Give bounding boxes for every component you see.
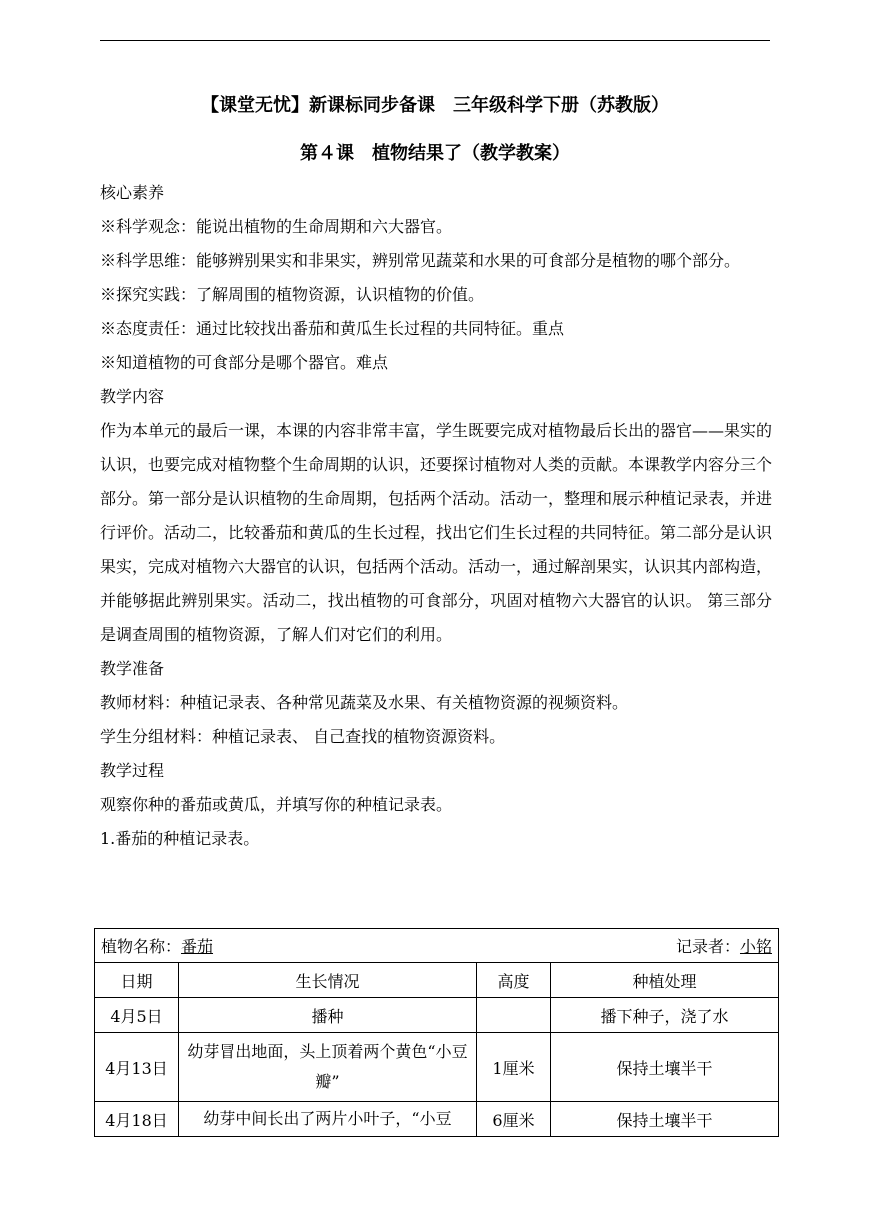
cell-date: 4月5日 [95,998,179,1033]
process-item-1: 观察你种的番茄或黄瓜，并填写你的种植记录表。 [100,795,453,814]
cell-growth: 幼芽冒出地面，头上顶着两个黄色“小豆瓣” [179,1033,477,1102]
plant-value: 番茄 [181,937,214,956]
document-title: 【课堂无忧】新课标同步备课 三年级科学下册（苏教版） [201,95,669,116]
cell-height: 1厘米 [477,1033,551,1102]
core-item-5: ※知道植物的可食部分是哪个器官。难点 [100,353,389,372]
column-header-date: 日期 [95,963,179,998]
process-item-2: 1.番茄的种植记录表。 [100,829,260,848]
document-body [100,176,772,856]
core-item-4: ※态度责任：通过比较找出番茄和黄瓜生长过程的共同特征。重点 [100,319,565,338]
core-item-1: ※科学观念：能说出植物的生命周期和六大器官。 [100,217,453,236]
table-row [95,1033,779,1102]
cell-treatment: 保持土壤半干 [551,1102,779,1137]
cell-growth: 幼芽中间长出了两片小叶子，“小豆 [179,1102,477,1137]
cell-date: 4月13日 [95,1033,179,1102]
process-heading: 教学过程 [100,761,165,780]
prep-heading: 教学准备 [100,659,165,678]
cell-growth: 播种 [179,998,477,1033]
header-rule [100,40,770,41]
core-heading: 核心素养 [100,183,165,202]
cell-treatment: 保持土壤半干 [551,1033,779,1102]
table-row [95,1102,779,1137]
core-item-3: ※探究实践：了解周围的植物资源，认识植物的价值。 [100,285,485,304]
cell-treatment: 播下种子，浇了水 [551,998,779,1033]
cell-height: 6厘米 [477,1102,551,1137]
lesson-title: 第４课 植物结果了（教学教案） [300,143,570,164]
recorder-info [676,934,772,957]
content-heading: 教学内容 [100,387,165,406]
cell-height [477,998,551,1033]
table-row [95,998,779,1033]
planting-record-table [94,928,779,1137]
recorder-value: 小铭 [739,937,772,956]
plant-info-cell [95,929,779,963]
column-header-row [95,963,779,998]
table-header-row [95,929,779,963]
prep-item-1: 教师材料：种植记录表、各种常见蔬菜及水果、有关植物资源的视频资料。 [100,693,629,712]
cell-date: 4月18日 [95,1102,179,1137]
column-header-height: 高度 [477,963,551,998]
column-header-growth: 生长情况 [179,963,477,998]
recorder-label: 记录者： [675,937,740,956]
core-item-2: ※科学思维：能够辨别果实和非果实，辨别常见蔬菜和水果的可食部分是植物的哪个部分。 [100,251,741,270]
prep-item-2: 学生分组材料：种植记录表、 自己查找的植物资源资料。 [100,727,506,746]
plant-label: 植物名称： [101,937,182,956]
column-header-treatment: 种植处理 [551,963,779,998]
content-paragraph: 作为本单元的最后一课，本课的内容非常丰富，学生既要完成对植物最后长出的器官——果实的认识，也要完成对植物整个生命周期的认识，还要探讨植物对人类的贡献。本课教学内容分三个部分。第一部分是认识植物的生命周期，包括两个活动。活动一，整理和展示种植记录表，并进行评价。活动二，比较番茄和黄瓜的生长过程，找出它们生长过程的共同特征。第二部分是认识果实，完成对植物六大器官的认识，包括两个活动。活动一，通过解剖果实，认识其内部构造，并能够据此辨别果实。活动二，找出植物的可食部分，巩固对植物六大器官的认识。 第三部分是调查周围的植物资源，了解人们对它们的利用。 [100,421,773,644]
